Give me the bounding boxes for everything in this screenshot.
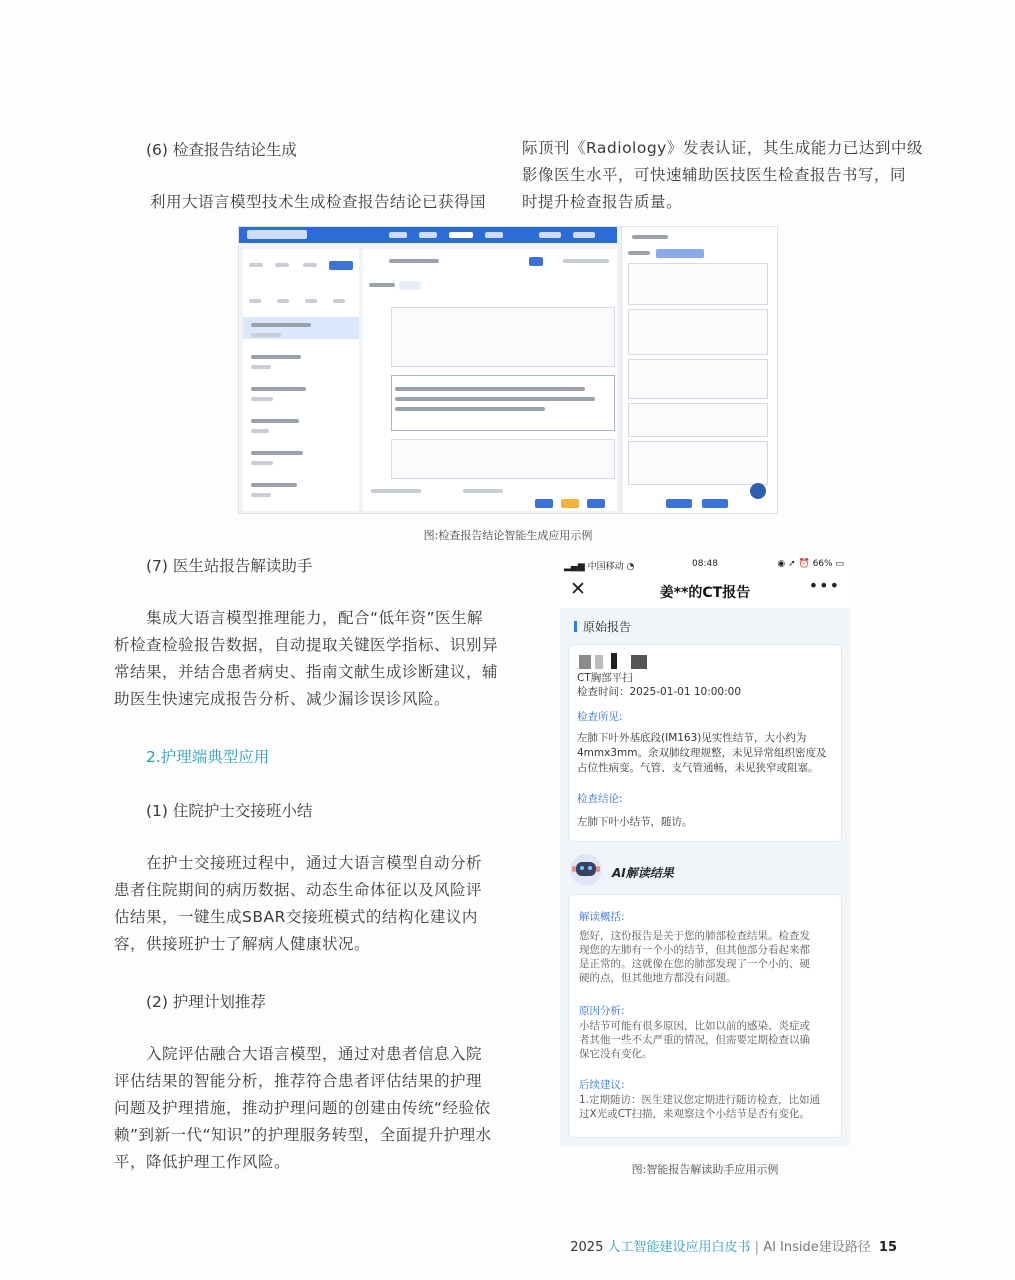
summary-line-1: 您好，这份报告是关于您的肺部检查结果。检查发 [579, 930, 810, 942]
assistant-bot-icon [750, 483, 766, 499]
report-generation-screenshot [238, 226, 778, 514]
more-icon[interactable]: ••• [808, 576, 840, 595]
heading-nursing-2: (2) 护理计划推荐 [146, 993, 266, 1011]
nav-title: 姜**的CT报告 [659, 585, 751, 601]
footer-subtitle: AI Inside建设路径 [763, 1240, 871, 1255]
findings-line-3: 占位性病变。气管、支气管通畅，未见狭窄或阻塞。 [577, 762, 819, 774]
footer-title: 人工智能建设应用白皮书 [607, 1240, 751, 1255]
patient-name-redacted [579, 655, 591, 669]
app-logo [247, 230, 307, 239]
summary-label: 解读概括: [579, 911, 625, 923]
status-bar [560, 556, 850, 572]
page-number: 15 [878, 1240, 897, 1255]
summary-line-3: 是正常的。这就像在您的肺部发现了一个小的、硬 [579, 958, 810, 970]
exam-name: CT胸部平扫 [577, 672, 633, 684]
close-icon[interactable]: ✕ [570, 578, 586, 600]
original-report-card [568, 644, 842, 842]
paragraph-6-cont-1: 际顶刊《Radiology》发表认证，其生成能力已达到中级 [522, 139, 923, 157]
paragraph-n1-line-4: 容，供接班护士了解病人健康状况。 [114, 935, 371, 953]
ai-result-card [568, 894, 842, 1138]
section-2-heading: 2.护理端典型应用 [146, 748, 270, 766]
paragraph-n1-line-1: 在护士交接班过程中，通过大语言模型自动分析 [146, 854, 483, 872]
wifi-icon: ◔ [626, 562, 635, 572]
heading-nursing-1: (1) 住院护士交接班小结 [146, 802, 313, 820]
cause-label: 原因分析: [579, 1005, 625, 1017]
findings-line-1: 左肺下叶外基底段(IM163)见实性结节，大小约为 [577, 732, 807, 744]
paragraph-7-line-4: 助医生快速完成报告分析、减少漏诊误诊风险。 [114, 690, 451, 708]
paragraph-7-line-1: 集成大语言模型推理能力，配合“低年资”医生解 [146, 609, 484, 627]
ai-result-title: AI解读结果 [612, 866, 674, 880]
paragraph-6-cont-3: 时提升检查报告质量。 [522, 193, 683, 211]
paragraph-n2-line-5: 平，降低护理工作风险。 [114, 1153, 291, 1171]
findings-line-2: 4mmx3mm。余双肺纹理规整，未见异常组织密度及 [577, 747, 827, 759]
page-footer [570, 1236, 897, 1255]
summary-line-2: 现您的左肺有一个小的结节，但其他部分看起来都 [579, 944, 810, 956]
footer-year: 2025 [570, 1240, 604, 1255]
paragraph-n2-line-4: 赖”到新一代“知识”的护理服务转型，全面提升护理水 [114, 1126, 492, 1144]
battery-label: 66% [812, 559, 833, 569]
signal-icon: ▂▄▆ [564, 562, 585, 572]
ai-assistant-panel [621, 227, 777, 514]
footer-separator: | [754, 1240, 760, 1255]
figure2-caption: 图:智能报告解读助手应用示例 [631, 1163, 779, 1176]
paragraph-n2-line-3: 问题及护理措施，推动护理问题的创建由传统“经验依 [114, 1099, 491, 1117]
status-time: 08:48 [692, 559, 718, 569]
patient-list-panel [243, 249, 359, 511]
exam-time: 检查时间：2025-01-01 10:00:00 [577, 686, 742, 698]
ct-report-phone-screenshot [560, 556, 850, 1146]
nav-bar [560, 572, 850, 608]
alarm-icon: ◉ ➚ ⏰ [777, 559, 810, 569]
findings-label: 检查所见: [577, 711, 623, 723]
advice-label: 后续建议: [579, 1079, 625, 1091]
conclusion-label: 检查结论: [577, 793, 623, 805]
cause-line-2: 者其他一些不太严重的情况，但需要定期检查以确 [579, 1034, 810, 1046]
paragraph-7-line-3: 常结果，并结合患者病史、指南文献生成诊断建议，辅 [114, 663, 499, 681]
figure1-caption: 图:检查报告结论智能生成应用示例 [423, 529, 593, 542]
cause-line-1: 小结节可能有很多原因，比如以前的感染、炎症或 [579, 1020, 810, 1032]
paragraph-n2-line-1: 入院评估融合大语言模型，通过对患者信息入院 [146, 1045, 483, 1063]
heading-6: (6) 检查报告结论生成 [146, 141, 297, 159]
paragraph-n1-line-2: 患者住院期间的病历数据、动态生命体征以及风险评 [114, 881, 483, 899]
summary-line-4: 硬的点，但其他地方都没有问题。 [579, 972, 737, 984]
paragraph-n2-line-2: 评估结果的智能分析，推荐符合患者评估结果的护理 [114, 1072, 483, 1090]
advice-line-1: 1.定期随访：医生建议您定期进行随访检查，比如通 [579, 1094, 821, 1106]
heading-7: (7) 医生站报告解读助手 [146, 557, 313, 575]
carrier-label: 中国移动 [587, 562, 624, 572]
advice-line-2: 过X光或CT扫描，来观察这个小结节是否有变化。 [579, 1108, 810, 1120]
paragraph-n1-line-3: 估结果，一键生成SBAR交接班模式的结构化建议内 [114, 908, 478, 926]
app-header-bar [239, 227, 617, 243]
conclusion-text: 左肺下叶小结节，随访。 [577, 816, 693, 828]
ai-robot-icon [570, 854, 602, 886]
original-report-title: 原始报告 [574, 618, 631, 635]
cause-line-3: 保它没有变化。 [579, 1048, 653, 1060]
paragraph-6-cont-2: 影像医生水平，可快速辅助医技医生检查报告书写，同 [522, 166, 907, 184]
battery-icon: ▭ [835, 559, 844, 569]
paragraph-6-start: 利用大语言模型技术生成检查报告结论已获得国 [150, 193, 487, 211]
report-editor-panel [363, 249, 617, 511]
paragraph-7-line-2: 析检查检验报告数据，自动提取关键医学指标、识别异 [114, 636, 499, 654]
